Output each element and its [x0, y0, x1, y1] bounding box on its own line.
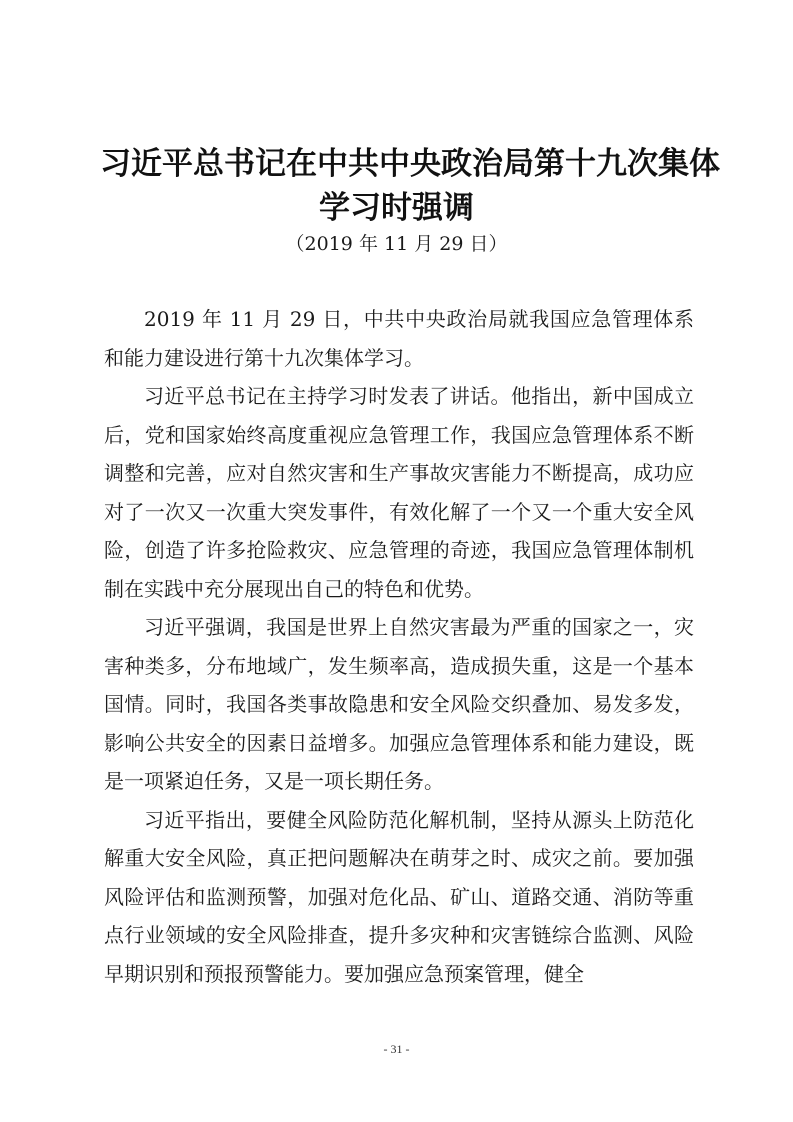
paragraph: 习近平强调，我国是世界上自然灾害最为严重的国家之一，灾害种类多，分布地域广，发生频率高，造成损失重，这是一个基本国情。同时，我国各类事故隐患和安全风险交织叠加、易发多发，影响公共安全的因素日益增多。加强应急管理体系和能力建设，既是一项紧迫任务，又是一项长期任务。: [104, 615, 694, 793]
document-title-line-1: 习近平总书记在中共中央政治局第十九次集体: [100, 146, 720, 182]
paragraph: 习近平指出，要健全风险防范化解机制，坚持从源头上防范化解重大安全风险，真正把问题解决在萌芽之时、成灾之前。要加强风险评估和监测预警，加强对危化品、矿山、道路交通、消防等重点行业领域的安全风险排查，提升多灾种和灾害链综合监测、风险早期识别和预报预警能力。要加强应急预案管理，健全: [104, 807, 694, 986]
document-body: [104, 300, 694, 993]
document-date: （2019 年 11 月 29 日）: [285, 233, 508, 255]
document-title-line-2: 学习时强调: [319, 190, 474, 226]
paragraph: 2019 年 11 月 29 日，中共中央政治局就我国应急管理体系和能力建设进行第十九次集体学习。: [104, 307, 694, 370]
page-number: - 31 -: [383, 1042, 410, 1056]
paragraph: 习近平总书记在主持学习时发表了讲话。他指出，新中国成立后，党和国家始终高度重视应急管理工作，我国应急管理体系不断调整和完善，应对自然灾害和生产事故灾害能力不断提高，成功应对了一次又一次重大突发事件，有效化解了一个又一个重大安全风险，创造了许多抢险救灾、应急管理的奇迹，我国应急管理体制机制在实践中充分展现出自己的特色和优势。: [104, 384, 694, 601]
